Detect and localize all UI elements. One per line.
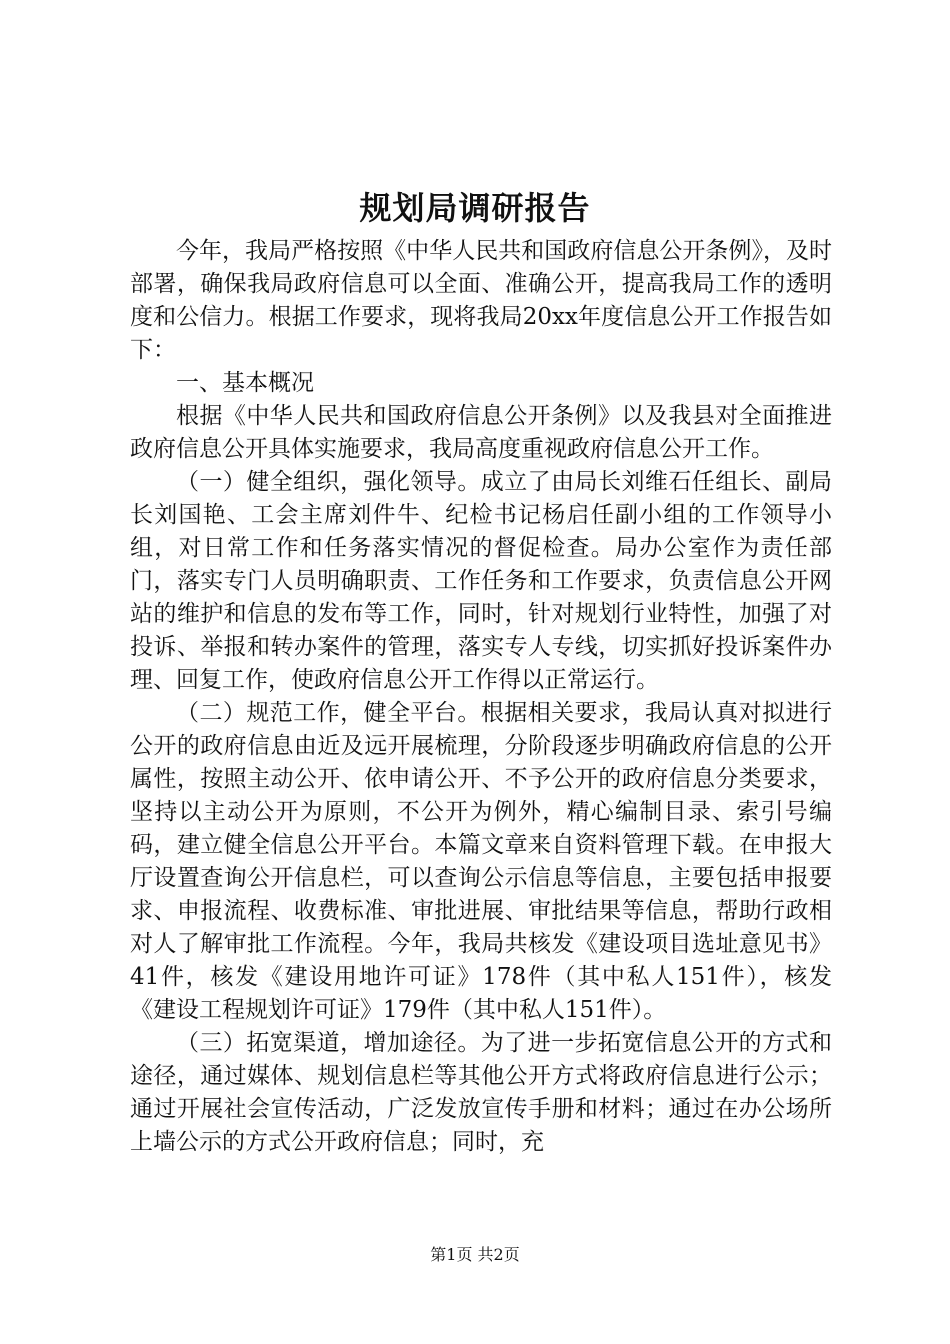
page-number-footer: 第1页 共2页 — [430, 1245, 520, 1264]
paragraph-intro: 今年，我局严格按照《中华人民共和国政府信息公开条例》，及时部署，确保我局政府信息可以全面、准确公开，提高我局工作的透明度和公信力。根据工作要求，现将我局20xx年度信息公开工作报告如下： — [130, 238, 832, 363]
section-heading-overview: 一、基本概况 — [176, 370, 314, 396]
document-title: 规划局调研报告 — [359, 189, 591, 227]
paragraph-platform: （二）规范工作，健全平台。根据相关要求，我局认真对拟进行公开的政府信息由近及远开展梳理，分阶段逐步明确政府信息的公开属性，按照主动公开、依申请公开、不予公开的政府信息分类要求，坚持以主动公开为原则，不公开为例外，精心编制目录、索引号编码，建立健全信息公开平台。本篇文章来自资料管理下载。在申报大厅设置查询公开信息栏，可以查询公示信息等信息，主要包括申报要求、申报流程、收费标准、审批进展、审批结果等信息，帮助行政相对人了解审批工作流程。今年，我局共核发《建设项目选址意见书》41件，核发《建设用地许可证》178件（其中私人151件），核发《建设工程规划许可证》179件（其中私人151件）。 — [130, 700, 832, 1023]
paragraph-organization: （一）健全组织，强化领导。成立了由局长刘维石任组长、副局长刘国艳、工会主席刘件牛、纪检书记杨启任副小组的工作领导小组，对日常工作和任务落实情况的督促检查。局办公室作为责任部门，落实专门人员明确职责、工作任务和工作要求，负责信息公开网站的维护和信息的发布等工作，同时，针对规划行业特性，加强了对投诉、举报和转办案件的管理，落实专人专线，切实抓好投诉案件办理、回复工作，使政府信息公开工作得以正常运行。 — [130, 469, 832, 693]
paragraph-channels: （三）拓宽渠道，增加途径。为了进一步拓宽信息公开的方式和途径，通过媒体、规划信息栏等其他公开方式将政府信息进行公示；通过开展社会宣传活动，广泛发放宣传手册和材料；通过在办公场所上墙公示的方式公开政府信息；同时，充 — [130, 1030, 832, 1155]
paragraph-overview: 根据《中华人民共和国政府信息公开条例》以及我县对全面推进政府信息公开具体实施要求，我局高度重视政府信息公开工作。 — [130, 403, 832, 462]
document-body — [130, 235, 832, 1159]
